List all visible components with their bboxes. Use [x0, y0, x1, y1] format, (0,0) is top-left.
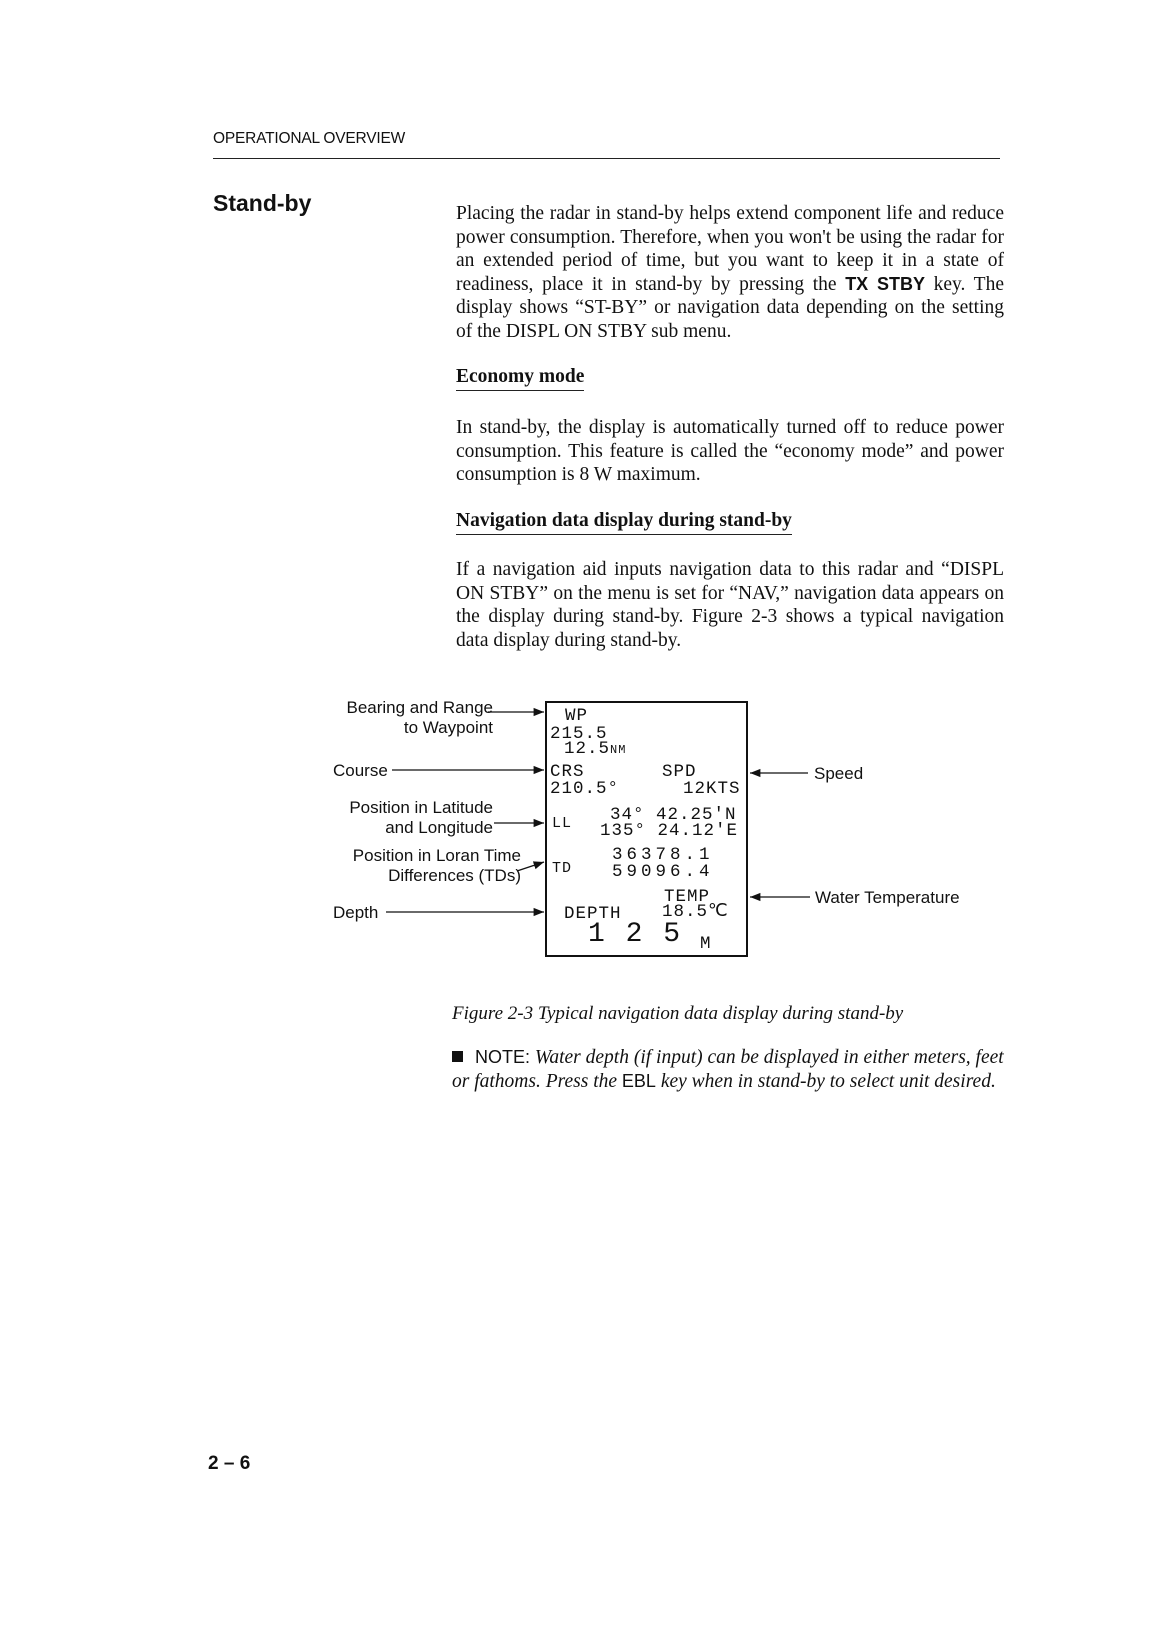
- callout-position-ll: [300, 798, 493, 838]
- callout-speed: Speed: [814, 764, 864, 783]
- loran-td-arrow: [517, 862, 544, 871]
- note-text-2: key when in stand-by to select unit desired.: [655, 1070, 996, 1092]
- callout-course: Course: [333, 761, 388, 780]
- wp-label: WP: [565, 706, 589, 726]
- tx-stby-key: TX STBY: [845, 273, 925, 294]
- depth-value: 1 2 5: [588, 919, 683, 950]
- spd-label: SPD: [662, 762, 697, 782]
- callout-bearing-range: [300, 698, 493, 738]
- intro-text-2: key. The display shows “ST-BY” or navigation data depending on the setting of the DISPL ON STBY sub menu.: [456, 273, 1004, 342]
- nav-standby-paragraph: If a navigation aid inputs navigation data to this radar and “DISPL ON STBY” on the menu is set for “NAV,” navigation data appears on the display during stand-by. Figure 2-3 shows a typical navigation data display during stand-by.: [456, 559, 1004, 651]
- economy-mode-heading: Economy mode: [456, 366, 584, 391]
- depth-unit: M: [700, 934, 712, 954]
- note-text-1: Water depth (if input) can be displayed in either meters, feet or fathoms. Press the: [452, 1047, 1004, 1092]
- callout-position-line1: Position in Latitude: [349, 798, 493, 817]
- td2-value: 59096.4: [612, 862, 714, 882]
- callout-bearing-line1: Bearing and Range: [346, 698, 493, 717]
- crs-value: 210.5°: [550, 779, 620, 799]
- note-label: NOTE:: [475, 1047, 531, 1067]
- nav-standby-heading: Navigation data display during stand-by: [456, 510, 792, 535]
- temp-label: TEMP: [664, 887, 711, 907]
- note-block: [452, 1046, 1004, 1093]
- td-label: TD: [552, 860, 573, 877]
- note-bullet-icon: [452, 1051, 463, 1062]
- intro-text-1: Placing the radar in stand-by helps extend component life and reduce power consumption. Therefore, when you won't be using the radar for an extended period of time, but you want to keep it in a state of readiness, place it in stand-by by pressing the: [456, 203, 1004, 295]
- td1-value: 36378.1: [612, 845, 714, 865]
- callout-water-temp: Water Temperature: [815, 888, 960, 907]
- callout-depth: Depth: [333, 903, 379, 922]
- spd-value: 12KTS: [683, 779, 741, 799]
- figure-caption: Figure 2-3 Typical navigation data display during stand-by: [452, 1003, 904, 1024]
- section-title: Stand-by: [213, 190, 312, 216]
- economy-mode-paragraph: In stand-by, the display is automatically turned off to reduce power consumption. This feature is called the “economy mode” and power consumption is 8 W maximum.: [456, 417, 1004, 485]
- callout-position-line2: and Longitude: [385, 818, 493, 837]
- lat-value: 34° 42.25'N: [610, 805, 737, 825]
- ll-label: LL: [552, 815, 573, 832]
- wp-range-value: 12.5: [564, 739, 611, 759]
- running-header: OPERATIONAL OVERVIEW: [213, 130, 406, 147]
- callout-bearing-line2: to Waypoint: [403, 718, 493, 737]
- crs-label: CRS: [550, 762, 585, 782]
- wp-bearing-value: 215.5: [550, 724, 608, 744]
- wp-range-unit: NM: [610, 743, 627, 757]
- callout-loran-line1: Position in Loran Time: [352, 846, 521, 865]
- callout-loran-line2: Differences (TDs): [388, 866, 521, 885]
- wp-range: [564, 740, 626, 759]
- ebl-key: EBL: [621, 1070, 656, 1091]
- callout-loran-td: [300, 846, 521, 886]
- temp-value: 18.5℃: [662, 902, 729, 922]
- depth-label: DEPTH: [564, 904, 622, 924]
- page-number: 2 – 6: [208, 1453, 251, 1474]
- lon-value: 135° 24.12'E: [600, 821, 739, 841]
